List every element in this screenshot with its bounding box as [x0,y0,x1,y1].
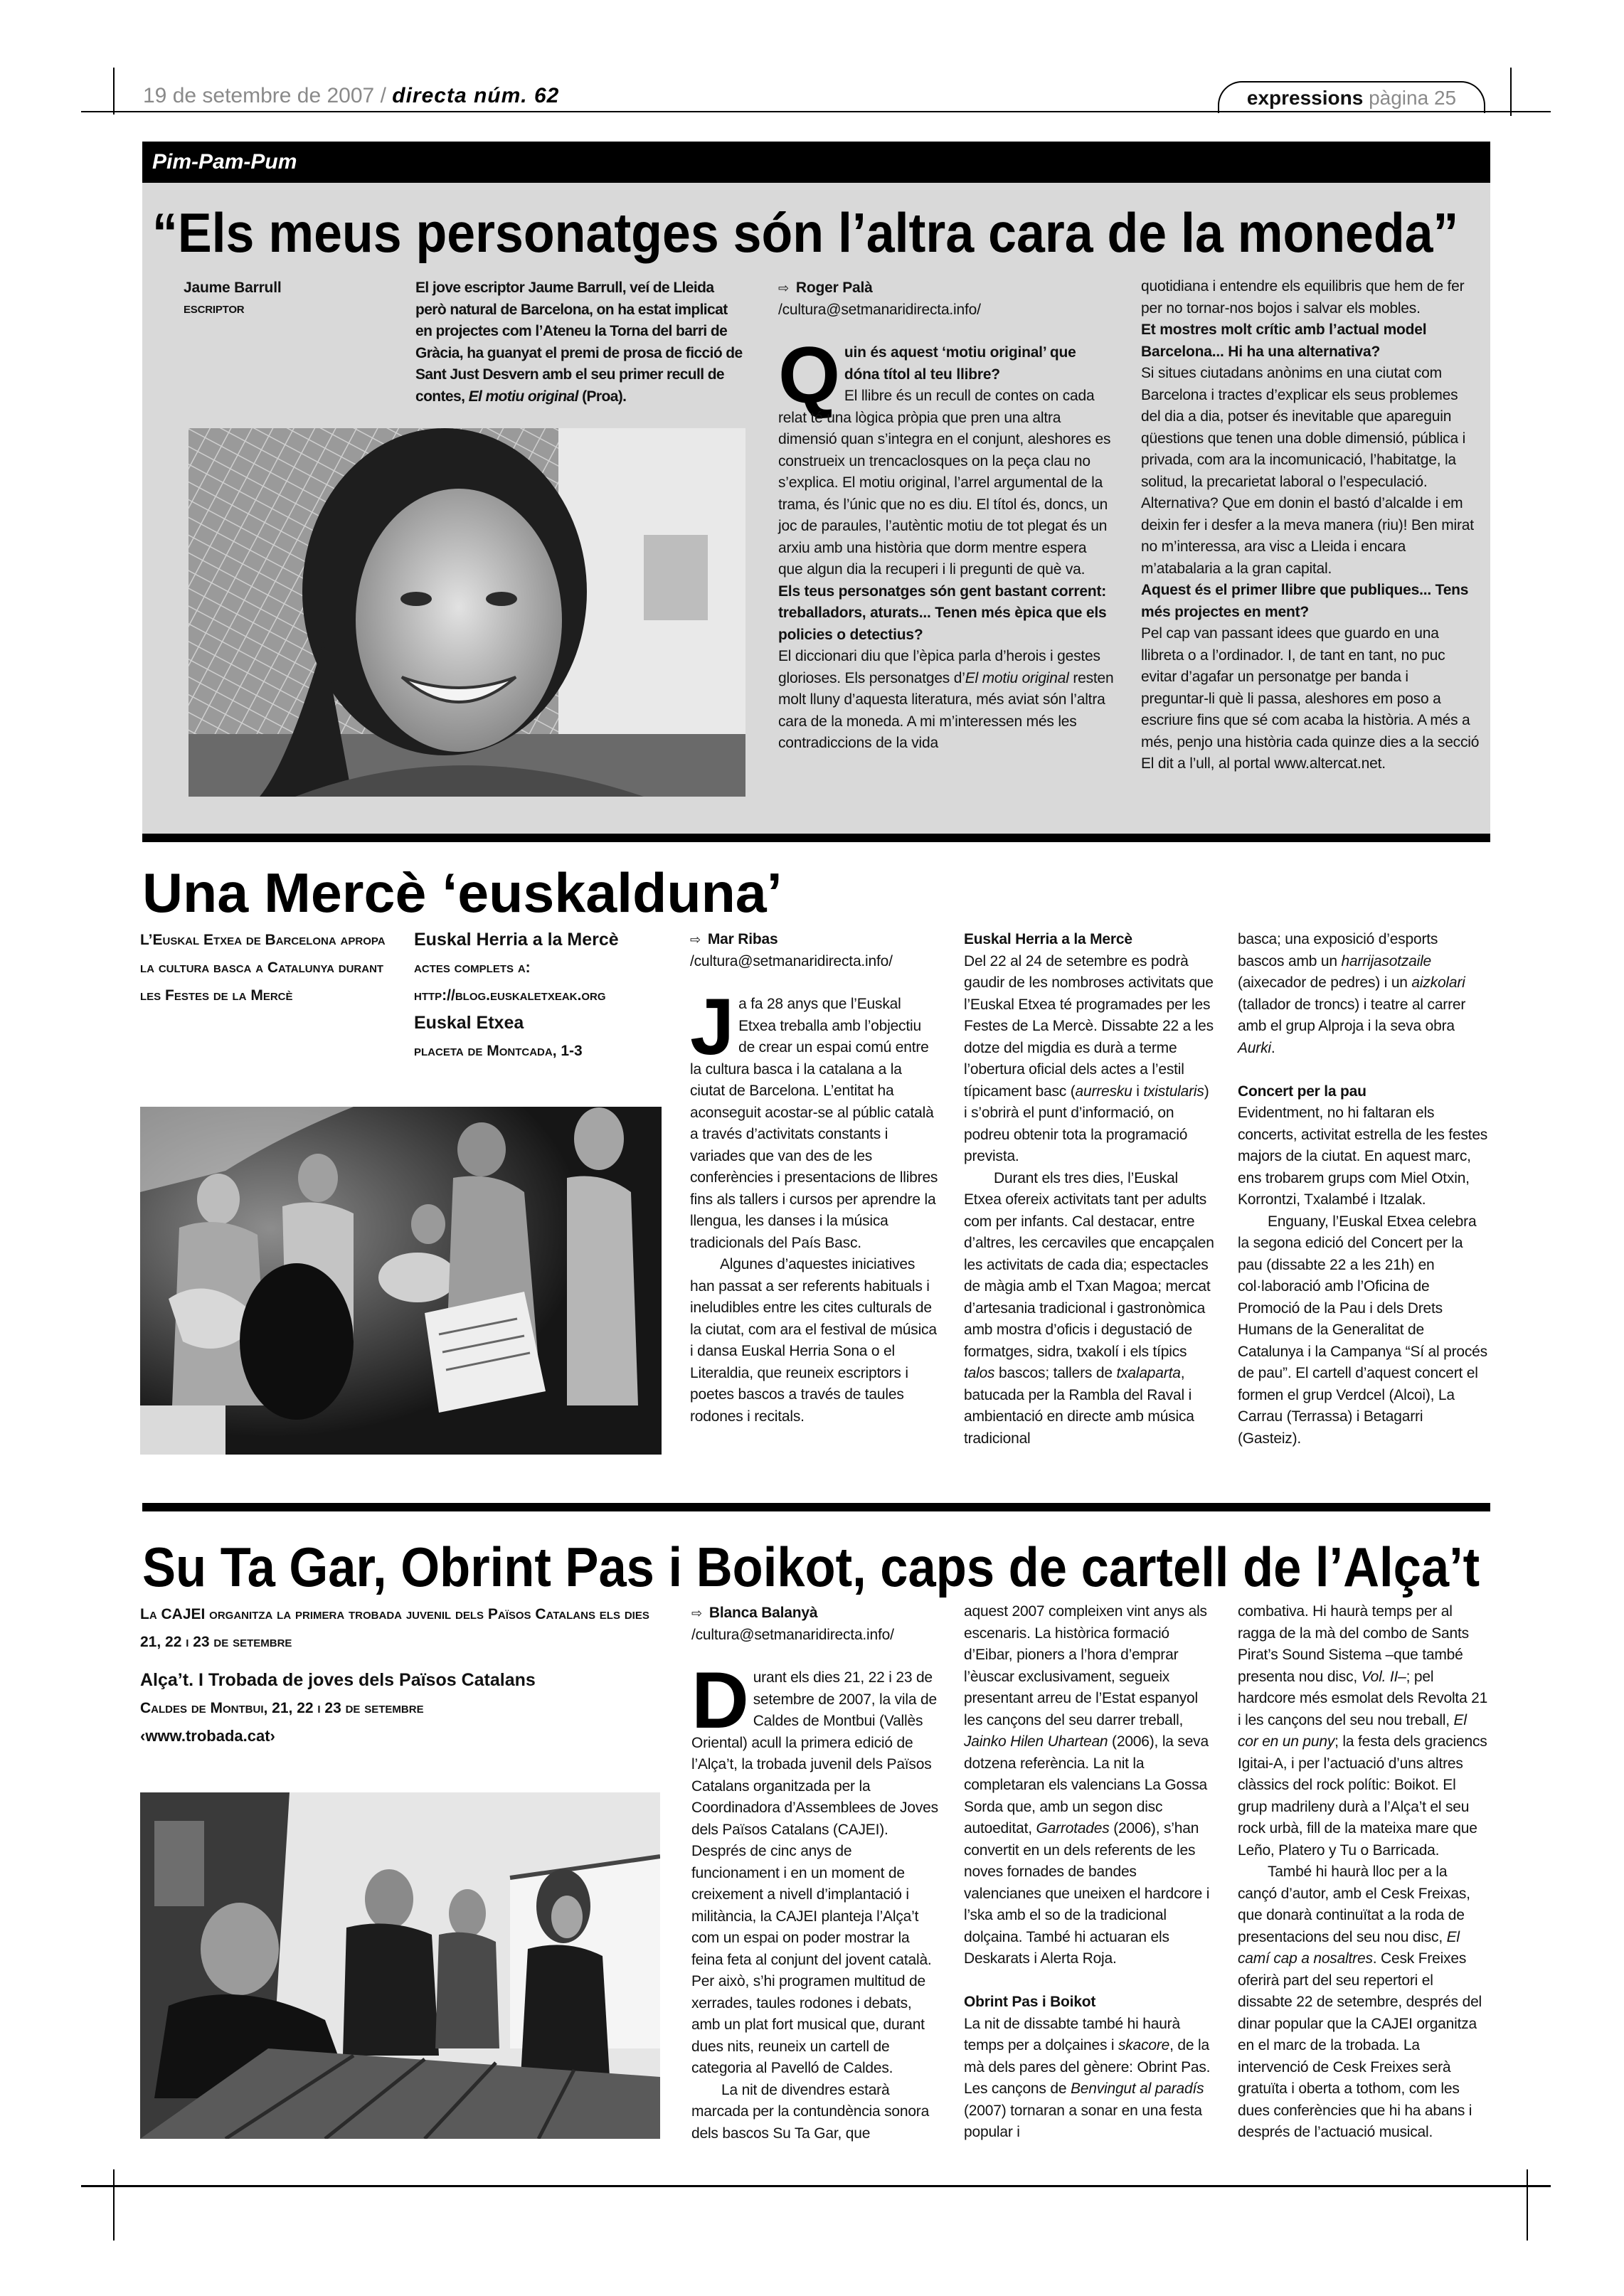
article-intro [415,277,747,408]
column-text [964,929,1214,1450]
text-run: Si situes ciutadans anònims en una ciutat com Barcelona i tractes d’explicar els seus problemes del dia a dia, potser és inevitable que apareguin qüestions que tenen una doble dimensió, pública i privada, com ara la incomunicació, l’habitatge, la solitud, la precarietat laboral o l’especulació. Alternativa? Que em donin el bastó d’alcalde i em deixin fer i desfer a la meva manera (riu)! Ben mirat no m’interessa, ara visc a Lleida i encara m’atabalaria a la gran capital. [1141,365,1474,577]
issue-number: directa núm. 62 [392,84,560,107]
text-run: Obrint Pas i Boikot [964,1994,1096,2010]
italic-title: aurresku [1075,1083,1132,1100]
text-run: (2006), la seva dotzena referència. La nit la completaran els valencians La Gossa Sorda que, amb un segon disc autoeditat, [964,1733,1209,1837]
text-run: bascos; tallers de [994,1365,1117,1381]
italic-title: El motiu original [965,669,1069,686]
italic-title: Jainko Hilen Uhartean [964,1733,1108,1750]
italic-title: Benvingut al paradís [1070,2080,1204,2097]
book-title: El motiu original [468,388,578,405]
interview-question [1141,319,1480,363]
section-tab [1218,81,1485,113]
text-run: (tallador de troncs) i teatre al carrer amb el grup Alproja i la seva obra [1238,996,1466,1034]
article-headline: Una Mercè ‘euskalduna’ [142,861,782,924]
article-deck: L’Euskal Etxea de Barcelona apropa la cultura basca a Catalunya durant les Festes de la Mercè [140,932,386,1004]
paragraph [964,1168,1214,1450]
venue-name: Euskal Etxea [414,1013,524,1033]
paragraph [778,386,1114,581]
text-run: (2006), s’han convertit en un dels referents de les noves fornades de bandes valencianes que uneixen el hardcore i l’ska amb el so de la tradicional dolçaina. També hi actuaran els Deskarats i Alerta Roja. [964,1820,1210,1967]
text-run: urant els dies 21, 22 i 23 de setembre de 2007, la vila de Caldes de Montbui (Vallès Oriental) acull la primera edició de l’Alça’t, la trobada juvenil dels Països Catalans organitzada per la Coordinadora d’Assemblees de Joves dels Països Catalans (CAJEI). Després de cinc anys de funcionament i en un moment de creixement a nivell d’implantació i militància, la CAJEI planteja l’Alça’t com un espai on poder mostrar la feina feta al conjunt del jovent català. Per això, s’hi programen multitud de xerrades, taules rodones i debats, amb un plat fort musical que, durant dues nits, reuneix un cartell de categoria al Pavelló de Caldes. [691,1669,938,2076]
column-text [690,982,940,1428]
italic-title: txalaparta [1116,1365,1181,1381]
pointer-arrow-icon: ⇨ [778,281,789,295]
crop-mark [113,2169,115,2241]
paragraph [690,1254,940,1428]
text-run: basca; una exposició d’esports bascos amb un [1238,931,1438,969]
article-deck: La CAJEI organitza la primera trobada juvenil dels Països Catalans els dies 21, 22 i 23 de setembre [140,1606,649,1650]
band-group-photo [140,1792,660,2139]
text-run: Els teus personatges són gent bastant corrent: treballadors, aturats... Tenen més èpica que els policies o detectius? [778,583,1107,643]
text-run: La nit de dissabte també hi haurà temps per a dolçaines i [964,2015,1180,2053]
interviewee-role: ESCRIPTOR [184,303,245,316]
drop-cap: D [691,1656,749,1745]
author-name: Mar Ribas [707,931,778,947]
interview-question [1141,580,1480,623]
italic-title: harrijasotzaile [1341,952,1432,969]
text-run: Algunes d’aquestes iniciatives han passat a ser referents habituals i ineludibles entre les cites culturals de la ciutat, com ara el festival de música i dansa Euskal Herria Sona o el Literaldia, que reuneix escriptors i poetes bascos a través de taules rodones i recitals. [690,1256,937,1425]
paragraph [1238,1102,1488,1211]
drop-cap: Q [778,331,840,420]
text-run: També hi haurà lloc per a la cançó d’autor, amb el Cesk Freixas, que donarà continuïtat a la roda de presentacions del seu nou disc, [1238,1864,1470,1945]
text-run: El llibre és un recull de contes on cada relat té una lògica pròpia que pren una altra dimensió quan s’integra en el conjunt, aleshores es construeix un trencaclosques on la peça clau no s’explica. El motiu original, l’arrel argumental de la trama, és l’únic que no es diu. El títol és, doncs, un joc de paraules, l’autèntic motiu de tot plegat és un arxiu amb una història que dorm mentre espera que algun dia la recuperi i li pregunti de què va. [778,388,1111,578]
text-run: La nit de divendres estarà marcada per la contundència sonora dels bascos Su Ta Gar, que [691,2081,930,2142]
interviewee-name: Jaume Barrull [184,280,282,296]
event-info [140,1667,681,1750]
text-run: quotidiana i entendre els equilibris que hem de fer per no tornar-nos bojos i salvar els mobles. [1141,278,1465,317]
text-run: ; la festa dels graciencs Igitai-A, i per l’actuació d’uns altres clàssics del rock polític: Boikot. El grup madrileny durà a l’Alça’t el seu rock urbà, fill de la mateixa mare que Leño, Platero y Tu o Barricada. [1238,1733,1487,1859]
column-text [1238,1601,1488,2144]
article-column-1 [690,929,940,1428]
interviewee [184,277,281,321]
byline [691,1603,942,1646]
section-name: expressions [1246,87,1364,109]
band-rehearsal-photo [140,1107,662,1455]
footer-rule [81,2185,1551,2187]
paragraph [1141,363,1480,580]
issue-info [143,84,559,108]
drop-cap: J [690,982,735,1071]
author-name: Blanca Balanyà [708,1605,818,1621]
more-info-label: actes complets a: [414,960,531,976]
article-column-2 [964,1601,1214,2144]
article-column-1 [691,1603,942,2144]
paragraph [1238,1211,1488,1450]
venue-address: placeta de Montcada, 1-3 [414,1043,583,1059]
paragraph [1238,929,1488,1059]
text-run: resten molt lluny d’aquesta literatura, més aviat són l’altra cara de la moneda. A mi m’interessen més les contradiccions de la vida [778,669,1114,751]
text-run: Concert per la pau [1238,1083,1366,1100]
interview-question [778,581,1114,647]
text-run: , batucada per la Rambla del Raval i ambientació en directe amb música tradicional [964,1365,1194,1447]
byline [690,929,940,972]
text-run: aquest 2007 compleixen vint anys als escenaris. La històrica formació d’Eibar, pioners a l’hora d’emprar l’èuscar exclusivament, segueix presentant arreu de l’Estat espanyol les cançons del seu darrer treball, [964,1603,1207,1728]
crop-mark [1510,68,1512,116]
paragraph [691,2080,942,2145]
paragraph [1141,276,1480,319]
italic-title: talos [964,1365,995,1381]
intro-text: El jove escriptor Jaume Barrull, veí de Lleida però natural de Barcelona, on ha estat implicat en projectes com l’Ateneu la Torna del barri de Gràcia, ha guanyat el premi de prosa de ficció de Sant Just Desvern amb el seu primer recull de contes, [415,280,743,405]
subheading [964,1992,1214,2014]
column-text [1238,929,1488,1450]
intro-text: (Proa). [578,388,627,405]
article-column-3 [1238,929,1488,1450]
paragraph [690,982,940,1254]
text-run: combativa. Hi haurà temps per al ragga de la mà del combo de Sants Pirat’s Sound Sistema –que també presenta nou disc, [1238,1603,1469,1685]
text-run: (2007) tornaran a sonar en una festa popular i [964,2102,1202,2140]
section-divider [142,1503,1490,1511]
section-divider [142,834,1490,842]
paragraph [1238,1601,1488,1861]
author-name: Roger Palà [795,280,873,296]
text-run: (aixecador de pedres) i un [1238,974,1412,991]
crop-mark [113,68,115,115]
article-headline: “Els meus personatges són l’altra cara de la moneda” [152,201,1459,264]
author-email: /cultura@setmanaridirecta.info/ [690,952,893,969]
byline [778,277,1114,321]
subheading [964,929,1214,951]
italic-title: Garrotades [1036,1820,1110,1837]
italic-title: Aurki [1238,1039,1271,1056]
portrait-photo [189,428,745,797]
paragraph [964,2014,1214,2144]
pointer-arrow-icon: ⇨ [690,932,701,947]
column-text [778,331,1114,755]
paragraph [964,951,1214,1168]
italic-title: skacore [1118,2037,1170,2053]
text-run: uin és aquest ‘motiu original’ que dóna títol al teu llibre? [844,344,1076,383]
text-run: . [1270,1039,1275,1056]
text-run: , de la mà dels pares del gènere: Obrint Pas. Les cançons de [964,2037,1211,2097]
paragraph [964,1601,1214,1970]
event-link[interactable]: http://blog.euskaletxeak.org [414,987,606,1004]
interview-question [778,331,1114,420]
event-name: Alça’t. I Trobada de joves dels Països Catalans [140,1670,536,1690]
event-info [414,926,684,1065]
paragraph [778,646,1114,755]
text-run: ) i s’obrirà el punt d’informació, on podreu obtenir tota la programació prevista. [964,1083,1209,1164]
event-link[interactable]: ‹www.trobada.cat› [140,1727,275,1745]
paragraph [1141,623,1480,775]
italic-title: El camí cap a nosaltres [1238,1928,1460,1967]
article-column-3 [1238,1601,1488,2144]
text-run: Pel cap van passant idees que guardo en una llibreta o a l’ordinador. I, de tant en tant, no puc evitar d’agafar un personatge per banda i preguntar-li què li passa, aleshores em poso a escriure fins que sé com acaba la història. A més a més, penjo una història cada quinze dies a la secció El dit a l’ull, al portal www.altercat.net. [1141,625,1480,772]
section-kicker-bar [142,142,1490,183]
article-headline: Su Ta Gar, Obrint Pas i Boikot, caps de cartell de l’Alça’t [142,1536,1480,1598]
column-text [1141,276,1480,775]
text-run: El diccionari diu que l’èpica parla d’herois i gestes glorioses. Els personatges d’ [778,648,1100,686]
text-run: . Cesk Freixes oferirà part del seu repertori el dissabte 22 de setembre, després del dinar popular que la CAJEI organitza en el marc de la trobada. La intervenció de Cesk Freixes serà gratuïta i oberta a tothom, com les dues conferències que hi ha abans i després de l’actuació musical. [1238,1950,1482,2140]
text-run: a fa 28 anys que l’Euskal Etxea treballa amb l’objectiu de crear un espai comú entre la cultura basca i la catalana a la ciutat de Barcelona. L’entitat ha aconseguit acostar-se al públic català a través d’activitats constants i variades que van des de les conferències i presentacions de llibres fins als tallers i cursos per aprendre la llengua, les danses i la música tradicionals del País Basc. [690,996,938,1251]
section-kicker: Pim-Pam-Pum [152,150,297,174]
text-run: i [1132,1083,1144,1100]
text-run: Durant els tres dies, l’Euskal Etxea ofereix activitats tant per adults com per infants. Cal destacar, entre d’altres, les cercaviles que encapçalen les activitats de cada dia; espectacles de màgia amb el Txan Magoa; mercat d’artesania tradicional i gastronòmica amb mostra d’oficis i degustació de formatges, sidra, txakolí i els típics [964,1169,1214,1360]
interview-column-2 [1141,276,1480,775]
subheading [1238,1081,1488,1103]
text-run: Del 22 al 24 de setembre es podrà gaudir de les nombroses activitats que l’Euskal Etxea té programades per les Festes de La Mercè. Dissabte 22 a les dotze del migdia es durà a terme l’obertura oficial dels actes a l’estil típicament basc ( [964,952,1214,1100]
text-run: Et mostres molt crític amb l’actual model Barcelona... Hi ha una alternativa? [1141,321,1427,360]
event-name: Euskal Herria a la Mercè [414,930,619,950]
column-text [964,1601,1214,2144]
article-column-2 [964,929,1214,1450]
italic-title: El cor en un puny [1238,1711,1467,1750]
italic-title: aizkolari [1411,974,1465,991]
text-run: Enguany, l’Euskal Etxea celebra la segona edició del Concert per la pau (dissabte 22 a les 21h) en col·laboració amb l’Oficina de Promoció de la Pau i dels Drets Humans de la Generalitat de Catalunya i la Campanya “Sí al procés de pau”. El cartell d’aquest concert el formen el grup Verdcel (Alcoi), La Carrau (Terrassa) i Betagarri (Gasteiz). [1238,1213,1487,1447]
author-email: /cultura@setmanaridirecta.info/ [778,301,981,318]
column-text [691,1656,942,2144]
page-number: pàgina 25 [1369,87,1457,109]
interview-column-1 [778,277,1114,755]
text-run: Evidentment, no hi faltaran els concerts, activitat estrella de les festes majors de la ciutat. En aquest marc, ens trobarem grups com Miel Otxin, Korrontzi, Txalambé i Itzalak. [1238,1105,1488,1208]
author-email: /cultura@setmanaridirecta.info/ [691,1626,894,1643]
event-place-dates: Caldes de Montbui, 21, 22 i 23 de setembre [140,1700,424,1716]
text-run: Euskal Herria a la Mercè [964,931,1132,947]
text-run: Aquest és el primer llibre que publiques... Tens més projectes en ment? [1141,582,1469,620]
paragraph [1238,1861,1488,2144]
crop-mark [1527,2169,1528,2241]
italic-title: Vol. II [1361,1668,1399,1685]
paragraph [691,1656,942,2080]
text-run: –; pel hardcore més esmolat dels Revolta 21 i les cançons del seu nou treball, [1238,1668,1488,1728]
pointer-arrow-icon: ⇨ [691,1606,702,1620]
italic-title: txistularis [1143,1083,1204,1100]
issue-date: 19 de setembre de 2007 / [143,84,386,107]
